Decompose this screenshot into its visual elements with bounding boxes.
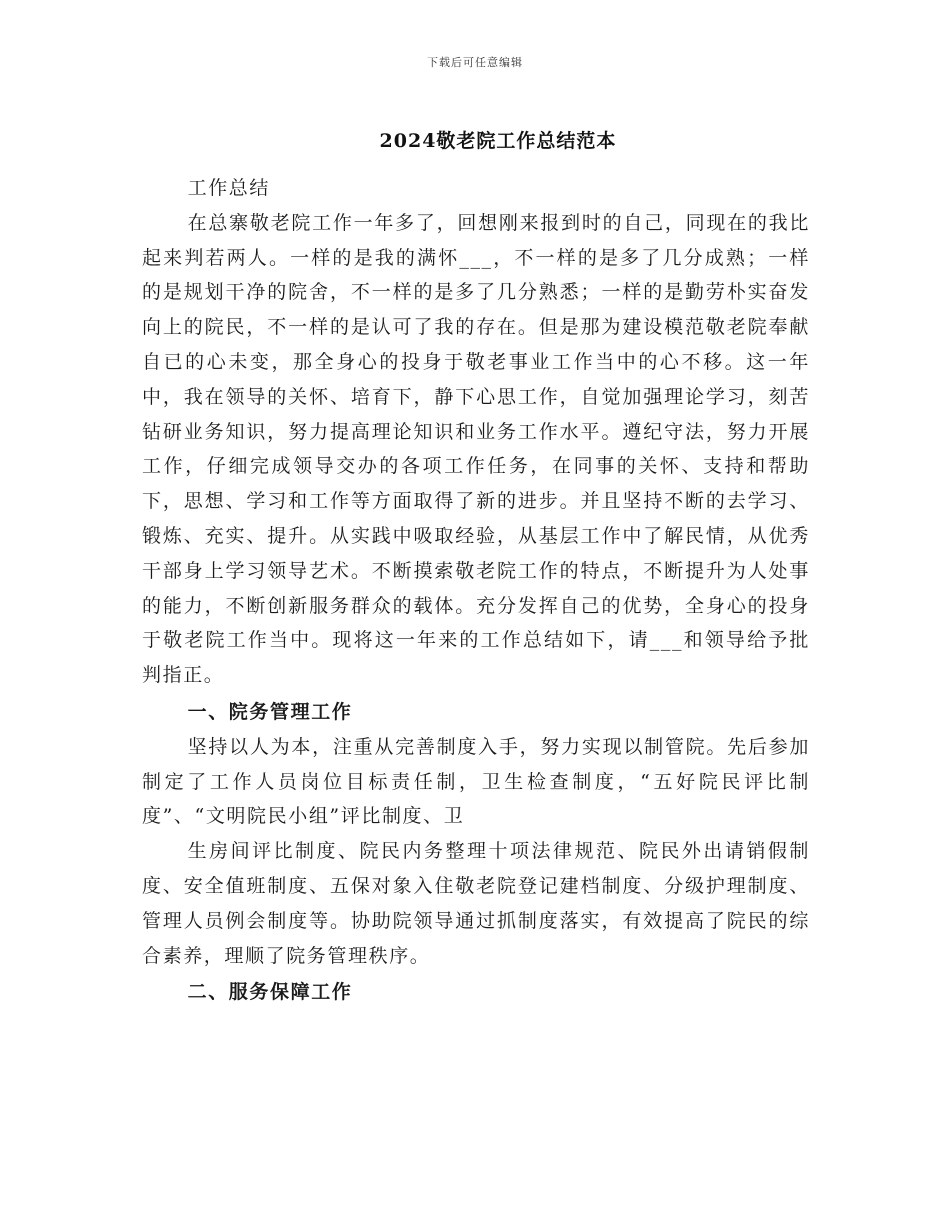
header-note: 下载后可任意编辑 [427, 56, 523, 69]
document-body [142, 171, 810, 1010]
body-paragraph: 坚持以人为本，注重从完善制度入手，努力实现以制管院。先后参加制定了工作人员岗位目标责任制，卫生检查制度，“五好院民评比制度”、“文明院民小组”评比制度、卫 [142, 735, 810, 828]
document-title: 2024敬老院工作总结范本 [379, 130, 617, 152]
section-heading: 二、服务保障工作 [187, 981, 353, 1004]
body-label: 工作总结 [187, 177, 270, 199]
intro-paragraph: 在总寨敬老院工作一年多了，回想刚来报到时的自己，同现在的我比起来判若两人。一样的是我的满怀___，不一样的是多了几分成熟；一样的是规划干净的院舍，不一样的是多了几分熟悉；一样的是勤劳朴实奋发向上的院民，不一样的是认可了我的存在。但是那为建设模范敬老院奉献自已的心未变，那全身心的投身于敬老事业工作当中的心不移。这一年中，我在领导的关怀、培育下，静下心思工作，自觉加强理论学习，刻苦钻研业务知识，努力提高理论知识和业务工作水平。遵纪守法，努力开展工作，仔细完成领导交办的各项工作任务，在同事的关怀、支持和帮助下，思想、学习和工作等方面取得了新的进步。并且坚持不断的去学习、锻炼、充实、提升。从实践中吸取经验，从基层工作中了解民情，从优秀干部身上学习领导艺术。不断摸索敬老院工作的特点，不断提升为人处事的能力，不断创新服务群众的载体。充分发挥自己的优势，全身心的投身于敬老院工作当中。现将这一年来的工作总结如下，请___和领导给予批判指正。 [142, 211, 810, 687]
section-heading: 一、院务管理工作 [187, 700, 353, 723]
body-paragraph: 生房间评比制度、院民内务整理十项法律规范、院民外出请销假制度、安全值班制度、五保对象入住敬老院登记建档制度、分级护理制度、管理人员例会制度等。协助院领导通过抓制度落实，有效提高了院民的综合素养，理顺了院务管理秩序。 [142, 840, 810, 967]
